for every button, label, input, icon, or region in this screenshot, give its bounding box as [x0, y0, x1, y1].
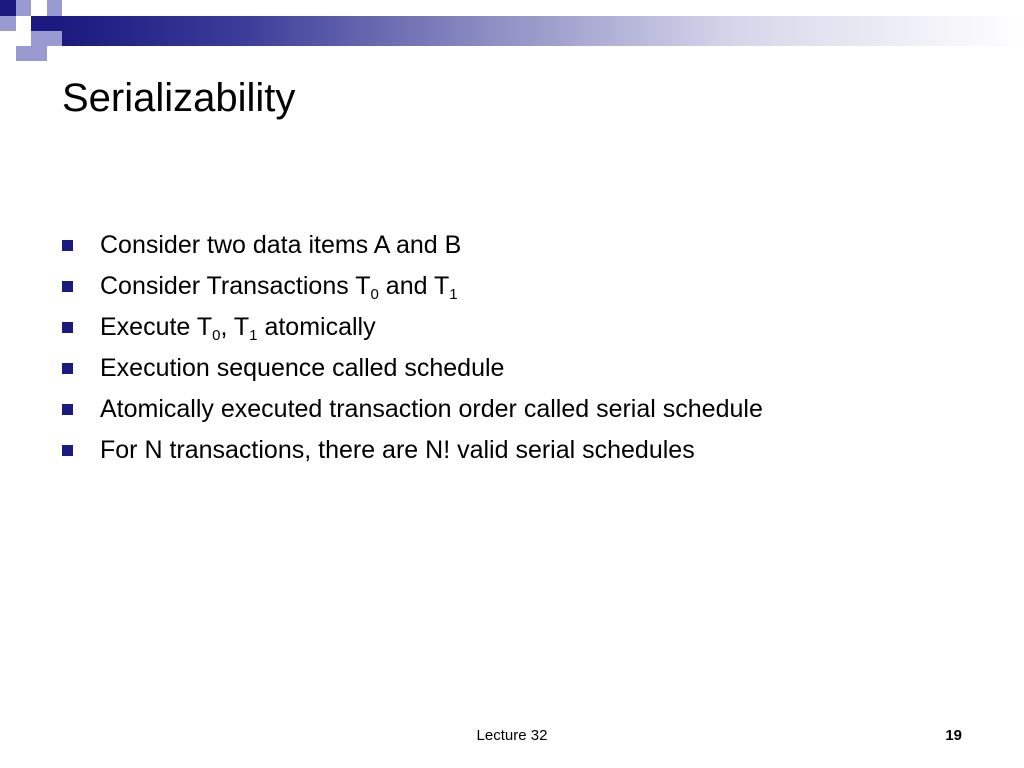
bullet-text	[100, 354, 504, 383]
corner-square-8	[47, 31, 62, 46]
bullet-item	[62, 348, 763, 389]
bullet-text-segment: Consider two data items A and B	[100, 231, 462, 259]
slide-title: Serializability	[62, 76, 296, 120]
bullet-square-icon	[62, 404, 73, 415]
corner-square-2	[16, 0, 31, 16]
bullet-item	[62, 225, 763, 266]
bullet-square-icon	[62, 363, 73, 374]
bullet-list	[62, 225, 763, 471]
corner-square-3	[47, 0, 62, 16]
bullet-text-segment: Consider Transactions T	[100, 272, 371, 300]
bullet-square-icon	[62, 322, 73, 333]
header-gradient-bar	[62, 16, 1024, 46]
bullet-item	[62, 266, 763, 307]
corner-square-5	[31, 16, 47, 31]
bullet-text	[100, 395, 763, 424]
bullet-item	[62, 430, 763, 471]
corner-square-7	[31, 31, 47, 46]
bullet-item	[62, 389, 763, 430]
bullet-text-segment: For N transactions, there are N! valid serial schedules	[100, 436, 695, 464]
subscript: 1	[249, 327, 258, 344]
corner-square-6	[47, 16, 62, 31]
subscript: 0	[212, 327, 221, 344]
bullet-text-segment: Atomically executed transaction order called serial schedule	[100, 395, 763, 423]
corner-square-10	[31, 46, 47, 61]
bullet-square-icon	[62, 240, 73, 251]
subscript: 0	[370, 286, 379, 303]
subscript: 1	[449, 286, 458, 303]
page-number: 19	[945, 727, 962, 744]
bullet-text-segment: atomically	[257, 313, 376, 341]
bullet-text	[100, 272, 458, 301]
corner-square-4	[0, 16, 16, 31]
bullet-text	[100, 436, 695, 465]
bullet-square-icon	[62, 281, 73, 292]
bullet-text	[100, 313, 376, 342]
bullet-text-segment: , T	[220, 313, 250, 341]
bullet-square-icon	[62, 445, 73, 456]
corner-square-9	[16, 46, 31, 61]
bullet-text-segment: Execute T	[100, 313, 213, 341]
bullet-text-segment: Execution sequence called schedule	[100, 354, 505, 382]
corner-square-1	[0, 0, 16, 16]
footer-lecture-label: Lecture 32	[476, 727, 548, 744]
bullet-item	[62, 307, 763, 348]
bullet-text-segment: and T	[378, 272, 450, 300]
bullet-text	[100, 231, 461, 260]
